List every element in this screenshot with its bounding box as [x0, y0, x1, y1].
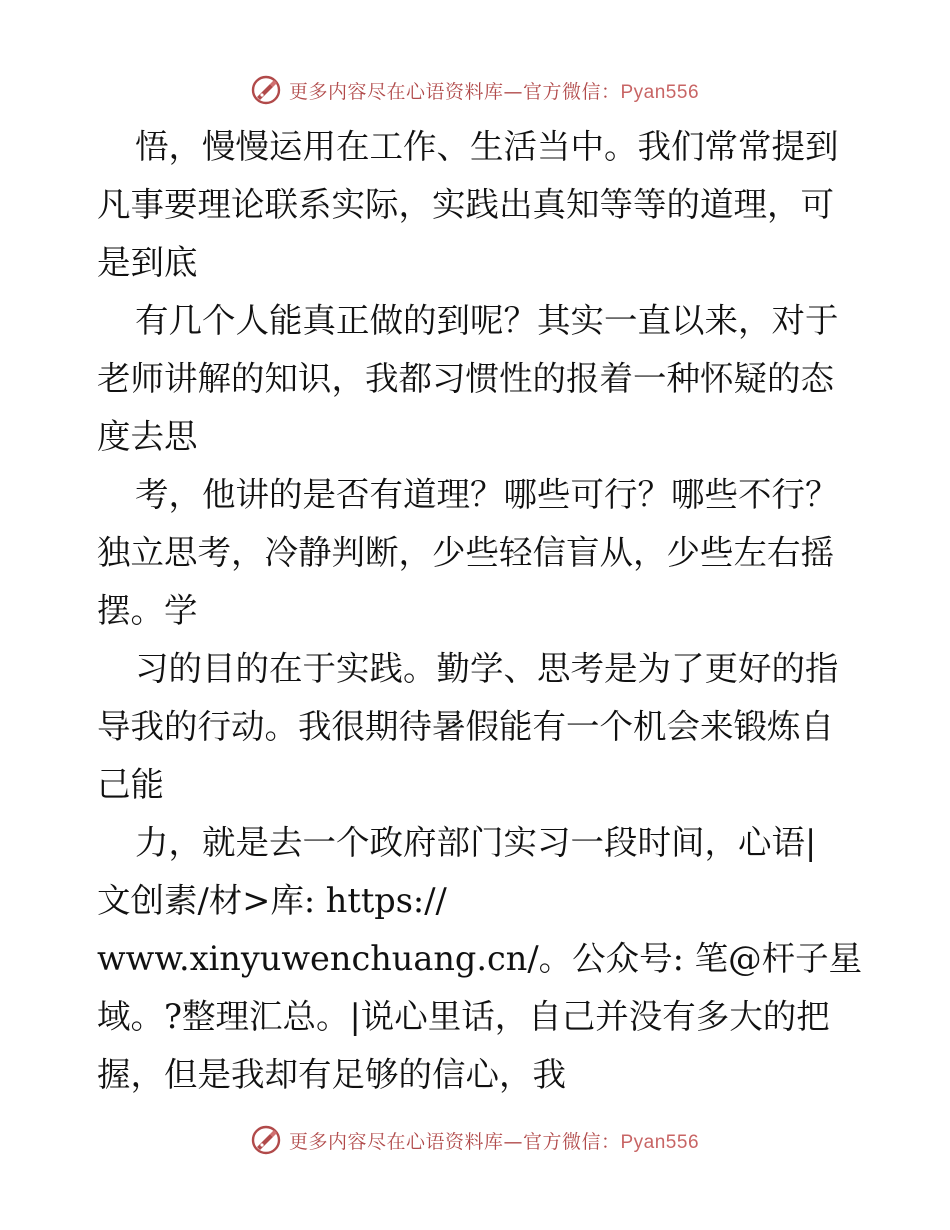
- text-line: 力，就是去一个政府部门实习一段时间，心语|: [135, 823, 817, 862]
- footer-banner: [0, 1120, 950, 1160]
- text-line: 凡事要理论联系实际，实践出真知等等的道理，可: [97, 185, 834, 224]
- footer-separator: —: [503, 1130, 523, 1153]
- text-line: 己能: [97, 765, 164, 804]
- text-line: 老师讲解的知识，我都习惯性的报着一种怀疑的态: [97, 359, 834, 398]
- text-line: 独立思考，冷静判断，少些轻信盲从，少些左右摇: [97, 533, 834, 572]
- pen-nib-logo-icon: [251, 1125, 281, 1155]
- text-line: 握，但是我却有足够的信心，我: [97, 1055, 566, 1094]
- document-body: [97, 118, 867, 1104]
- text-line: 有几个人能真正做的到呢？其实一直以来，对于: [135, 301, 839, 340]
- footer-wechat-handle: Pyan556: [620, 1131, 700, 1153]
- text-line: 习的目的在于实践。勤学、思考是为了更好的指: [135, 649, 839, 688]
- header-title: 更多内容尽在心语资料库: [288, 80, 504, 103]
- header-text: [289, 77, 699, 104]
- header-separator: —: [503, 80, 523, 103]
- pen-nib-logo-icon: [251, 75, 281, 105]
- footer-text: [289, 1127, 699, 1154]
- footer-title: 更多内容尽在心语资料库: [288, 1130, 504, 1153]
- text-line: 导我的行动。我很期待暑假能有一个机会来锻炼自: [97, 707, 834, 746]
- text-line: 度去思: [97, 417, 198, 456]
- header-wechat-label: 官方微信：: [522, 80, 621, 103]
- header-wechat-handle: Pyan556: [620, 81, 700, 103]
- text-line-url: www.xinyuwenchuang.cn/。公众号: 笔@杆子星: [97, 939, 863, 978]
- text-line: 域。?整理汇总。|说心里话，自己并没有多大的把: [97, 997, 830, 1036]
- text-line: 文创素/材>库: https://: [97, 881, 447, 920]
- footer-wechat-label: 官方微信：: [522, 1130, 621, 1153]
- text-line: 悟，慢慢运用在工作、生活当中。我们常常提到: [135, 127, 839, 166]
- header-banner: [0, 70, 950, 110]
- text-line: 摆。学: [97, 591, 198, 630]
- text-line: 是到底: [97, 243, 198, 282]
- text-line: 考，他讲的是否有道理？哪些可行？哪些不行？: [135, 475, 839, 514]
